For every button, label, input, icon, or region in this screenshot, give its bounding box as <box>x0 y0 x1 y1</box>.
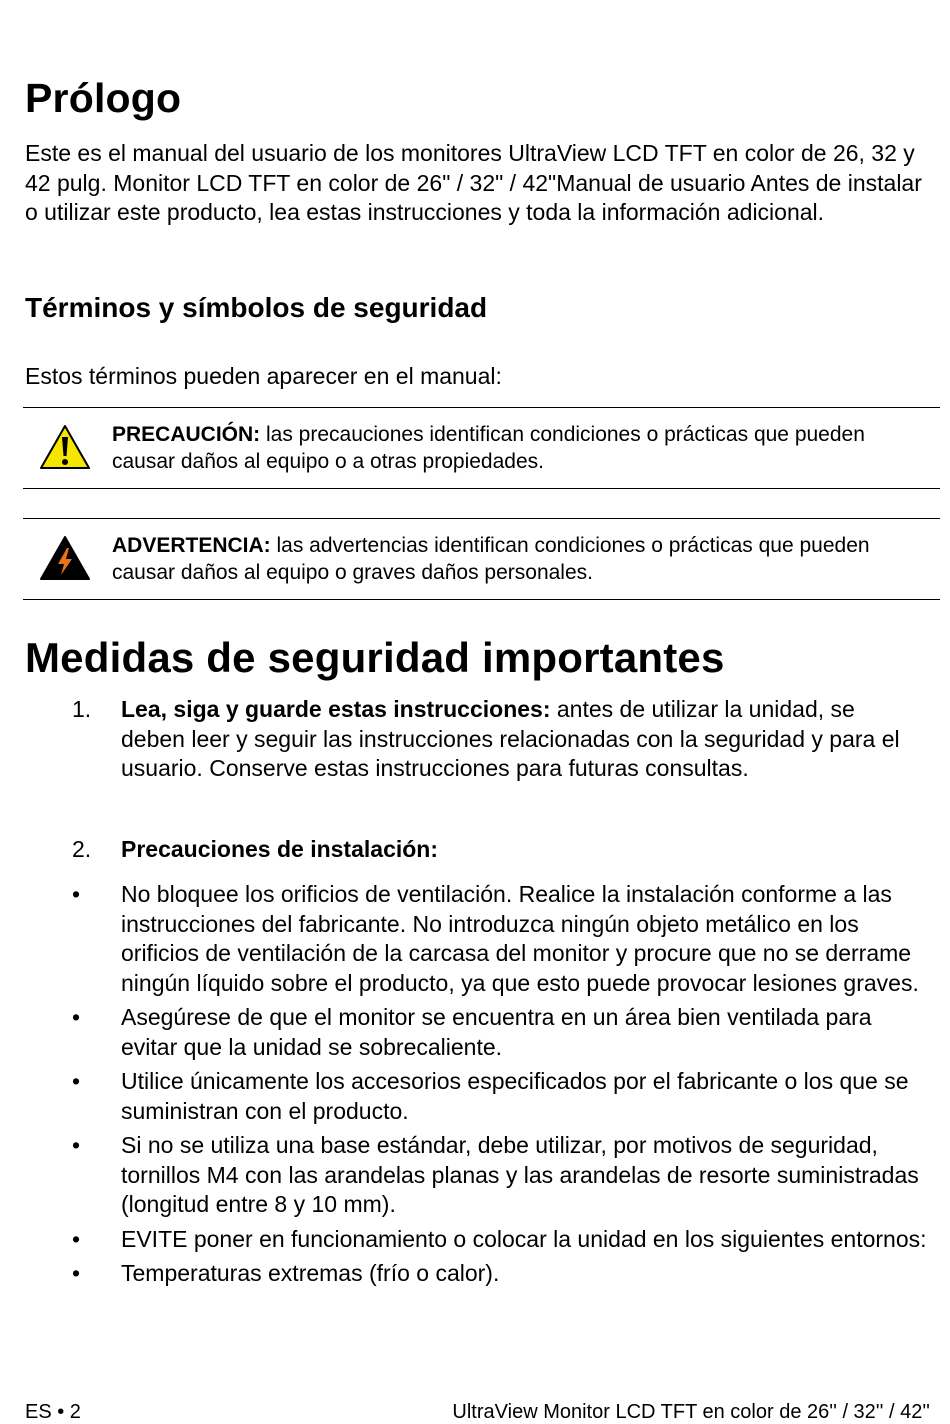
high-voltage-icon <box>39 535 91 581</box>
caution-triangle-icon <box>39 424 91 470</box>
list-item-text: Si no se utiliza una base estándar, debe utilizar, por motivos de seguridad, tornillos M4 con las arandelas planas y las arandelas de resorte suministradas (longitud entre 8 y 10 mm). <box>121 1132 919 1217</box>
item-text <box>121 695 921 784</box>
list-item-text: EVITE poner en funcionamiento o colocar la unidad en los siguientes entornos: <box>121 1225 927 1252</box>
list-item-text: Asegúrese de que el monitor se encuentra en un área bien ventilada para evitar que la unidad se sobrecaliente. <box>121 1004 872 1060</box>
bullet-icon: • <box>72 1068 81 1094</box>
list-item <box>72 1003 932 1062</box>
list-item-text: Utilice únicamente los accesorios especificados por el fabricante o los que se suministran con el producto. <box>121 1068 909 1124</box>
list-item <box>72 1067 932 1126</box>
list-item <box>72 1225 932 1255</box>
list-item <box>72 1259 932 1289</box>
warning-label: ADVERTENCIA: <box>112 534 271 557</box>
item-label: Lea, siga y guarde estas instrucciones: <box>121 696 551 722</box>
bullet-icon: • <box>72 881 81 907</box>
warning-notice <box>23 518 940 600</box>
bullet-icon: • <box>72 1132 81 1158</box>
footer-page-number: ES • 2 <box>25 1401 81 1423</box>
item-description: antes de utilizar la unidad, se deben leer y seguir las instrucciones relacionadas con la seguridad y para el usuario. Conserve estas instrucciones para futuras consultas. <box>121 696 900 781</box>
list-item <box>72 1131 932 1220</box>
warning-description: las advertencias identifican condiciones o prácticas que pueden causar daños al equipo o graves daños personales. <box>112 534 870 584</box>
medidas-heading: Medidas de seguridad importantes <box>25 634 725 681</box>
terms-intro-text: Estos términos pueden aparecer en el manual: <box>25 363 502 389</box>
caution-description: las precauciones identifican condiciones o prácticas que pueden causar daños al equipo o a otras propiedades. <box>112 423 865 473</box>
list-item-text: No bloquee los orificios de ventilación. Realice la instalación conforme a las instrucciones del fabricante. No introduzca ningún objeto metálico en los orificios de ventilación de la carcasa del monitor y procure que no se derrame ningún líquido sobre el producto, ya que esto puede provocar lesiones graves. <box>121 881 919 996</box>
caution-text <box>112 421 922 475</box>
item-label: Precauciones de instalación: <box>121 836 439 862</box>
caution-notice <box>23 407 940 489</box>
installation-bullet-list <box>72 880 932 1294</box>
warning-text <box>112 532 922 586</box>
terms-heading: Términos y símbolos de seguridad <box>25 292 488 323</box>
item-number: 1. <box>72 696 92 722</box>
item-text <box>121 835 921 865</box>
bullet-icon: • <box>72 1004 81 1030</box>
list-item <box>72 880 932 998</box>
footer-title: UltraView Monitor LCD TFT en color de 26'' / 32'' / 42'' <box>452 1401 930 1423</box>
prologo-paragraph: Este es el manual del usuario de los monitores UltraView LCD TFT en color de 26, 32 y 42 pulg. Monitor LCD TFT en color de 26" / 32" / 42"Manual de usuario Antes de instalar o utilizar este producto, lea estas instrucciones y toda la información adicional. <box>25 140 922 225</box>
bullet-icon: • <box>72 1260 81 1286</box>
list-item-text: Temperaturas extremas (frío o calor). <box>121 1260 500 1286</box>
caution-label: PRECAUCIÓN: <box>112 423 261 446</box>
bullet-icon: • <box>72 1225 81 1252</box>
prologo-heading: Prólogo <box>25 75 182 121</box>
item-number: 2. <box>72 836 92 862</box>
